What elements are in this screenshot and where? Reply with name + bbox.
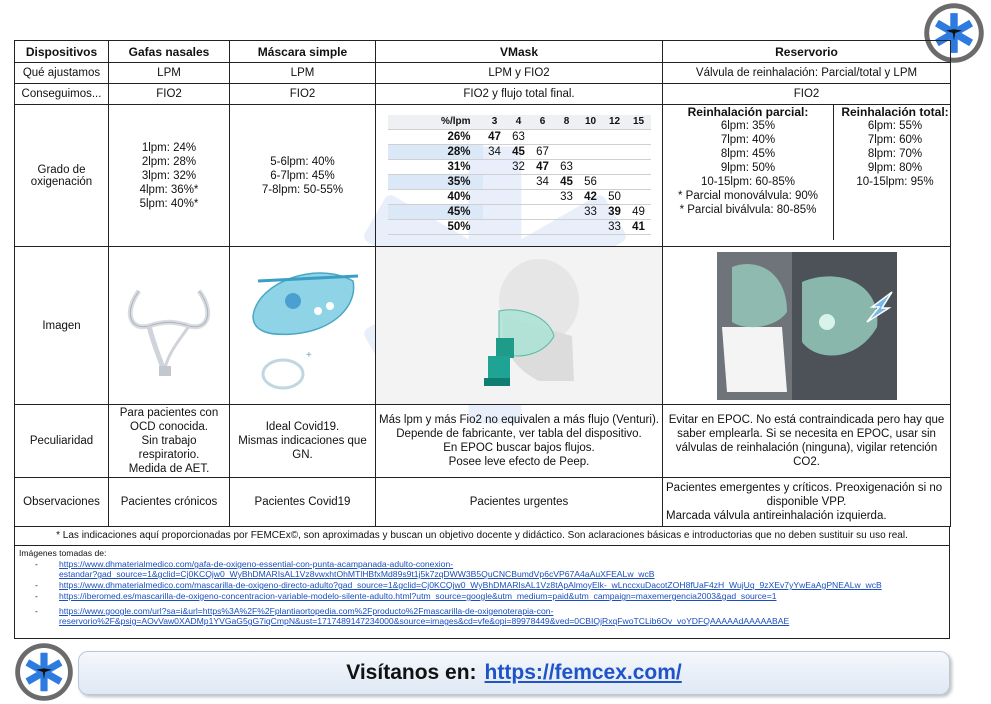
sources-heading: Imágenes tomadas de:	[19, 548, 107, 558]
source-link[interactable]	[59, 580, 882, 590]
vmask-flow-cell	[483, 189, 507, 204]
source-item	[15, 591, 949, 601]
cell-reservorio	[663, 105, 951, 247]
cell-mascara: Pacientes Covid19	[230, 478, 376, 527]
vmask-lpm-header: 12	[603, 115, 627, 130]
disclaimer-footnote: * Las indicaciones aquí proporcionadas por FEMCEx©, son aproximadas y buscan un objetivo docente y didáctico. Son aclaraciones básicas e introductorias que no deben sustituir su uso real.	[14, 526, 950, 546]
vmask-table-row	[388, 219, 651, 234]
source-link[interactable]	[59, 559, 655, 579]
vmask-flow-cell: 50	[603, 189, 627, 204]
vmask-flow-cell	[603, 129, 627, 144]
vmask-lpm-header: 6	[531, 115, 555, 130]
list-item: Pacientes emergentes y críticos. Preoxigenación si no	[666, 482, 943, 494]
vmask-table-row	[388, 144, 651, 159]
source-item	[15, 580, 949, 590]
vmask-flow-cell: 33	[579, 204, 603, 219]
reinhalacion-total	[833, 105, 950, 240]
vmask-flow-cell	[483, 159, 507, 174]
list-item: Marcada válvula antireinhalación izquierda.	[666, 510, 887, 522]
vmask-flow-cell	[555, 219, 579, 234]
row-label: Observaciones	[15, 478, 109, 527]
source-item	[15, 606, 949, 626]
cell-mascara-image	[230, 247, 376, 405]
vmask-flow-cell	[627, 159, 651, 174]
vmask-flow-cell	[627, 189, 651, 204]
row-grado-oxigenacion	[15, 105, 951, 247]
vmask-flow-cell: 49	[627, 204, 651, 219]
vmask-flow-cell: 41	[627, 219, 651, 234]
vmask-flow-cell	[555, 144, 579, 159]
cell-vmask	[376, 105, 663, 247]
list-item: 6-7lpm: 45%	[270, 169, 335, 182]
cell-gafas-image	[109, 247, 230, 405]
list-item: válvulas de reinhalación (ninguna), vigilar retención CO2.	[675, 442, 938, 468]
list-item: Para pacientes con	[119, 407, 219, 419]
vmask-flow-cell	[627, 174, 651, 189]
vmask-flow-cell	[531, 189, 555, 204]
cell-vmask-image	[376, 247, 663, 405]
image-sources	[14, 546, 950, 639]
vmask-lpm-header: 15	[627, 115, 651, 130]
list-item: Ideal Covid19.	[265, 421, 340, 433]
vmask-lpm-header: 10	[579, 115, 603, 130]
vmask-flow-cell	[531, 204, 555, 219]
source-link[interactable]	[59, 606, 789, 626]
vmask-fio2-cell: 28%	[388, 144, 483, 159]
list-item: 10-15lpm: 95%	[856, 176, 934, 188]
vmask-flow-cell: 33	[555, 189, 579, 204]
list-item: Evitar en EPOC. No está contraindicada pero hay que	[668, 414, 945, 426]
vmask-flow-cell	[579, 219, 603, 234]
vmask-flow-cell	[627, 144, 651, 159]
cell-gafas	[109, 105, 230, 247]
link-line[interactable]: reservorio%2F&psig=AOvVaw0XADMp1YVGaG5gG7iqCmpN&ust=1717489147234000&source=images&cd=vfe&opi=89978449&ved=0CBIQjRxqFwoTCLib6Ov_voYDFQAAAAAdAAAAABAE	[59, 616, 790, 626]
visit-banner	[78, 651, 950, 695]
vmask-flow-cell: 34	[483, 144, 507, 159]
vmask-flow-cell	[507, 174, 531, 189]
list-item: 8lpm: 45%	[720, 148, 776, 160]
nasal-cannula-image	[119, 271, 219, 381]
row-conseguimos	[15, 84, 951, 105]
vmask-mannequin-image	[444, 256, 594, 396]
header-row	[15, 41, 951, 63]
reinhalacion-parcial	[669, 105, 827, 217]
list-item: 10-15lpm: 60-85%	[701, 176, 795, 188]
header-reservorio: Reservorio	[663, 41, 951, 63]
list-item: Posee leve efecto de Peep.	[448, 456, 590, 468]
vmask-flow-cell: 67	[531, 144, 555, 159]
list-item: saber emplearla. Si se necesita en EPOC, usar sin	[677, 428, 936, 440]
row-label: Conseguimos...	[15, 84, 109, 105]
vmask-flow-cell: 47	[531, 159, 555, 174]
list-item: 6lpm: 35%	[720, 120, 776, 132]
vmask-fio2-cell: 50%	[388, 219, 483, 234]
vmask-table-row	[388, 129, 651, 144]
cell-vmask	[376, 405, 663, 478]
svg-text:+: +	[305, 349, 312, 361]
list-item: 5lpm: 40%*	[139, 197, 199, 210]
cell-reservorio: Válvula de reinhalación: Parcial/total y LPM	[663, 63, 951, 84]
list-item: Más lpm y más Fio2 no equivalen a más flujo (Venturi).	[379, 414, 659, 426]
cell-gafas: Pacientes crónicos	[109, 478, 230, 527]
vmask-flow-cell	[579, 144, 603, 159]
vmask-flow-cell: 56	[579, 174, 603, 189]
vmask-table-row	[388, 159, 651, 174]
reservoir-mask-image	[717, 252, 897, 400]
vmask-flow-cell	[555, 129, 579, 144]
link-line[interactable]: https://www.google.com/url?sa=i&url=https%3A%2F%2Fplantiaortopedia.com%2Fproducto%2Fmascarilla-de-oxigenoterapia-con-	[59, 606, 554, 616]
link-line[interactable]: estandar?gad_source=1&gclid=Cj0KCQjw0_WyBhDMARIsAL1Vz8vwxhtOhMTlHBfxMd89s9t1j5k7zqDWW3B5QuCNCBumdVp6cVP67A4aAuXFEALw_wcB	[59, 569, 655, 579]
vmask-flow-cell: 39	[603, 204, 627, 219]
vmask-flow-cell	[531, 129, 555, 144]
vmask-flow-cell	[627, 129, 651, 144]
list-item: 1lpm: 24%	[141, 141, 197, 154]
vmask-flow-cell: 63	[555, 159, 579, 174]
vmask-flow-cell	[483, 219, 507, 234]
list-item: 4lpm: 36%*	[139, 183, 199, 196]
vmask-table-row	[388, 204, 651, 219]
cell-vmask: Pacientes urgentes	[376, 478, 663, 527]
vmask-flow-cell	[603, 174, 627, 189]
vmask-flow-cell: 45	[555, 174, 579, 189]
list-item: Medida de AET.	[128, 463, 210, 475]
website-link[interactable]: https://femcex.com/	[484, 661, 682, 684]
vmask-flow-cell: 45	[507, 144, 531, 159]
reinhalacion-total-title: Reinhalación total:	[841, 105, 949, 119]
source-link[interactable]	[59, 591, 777, 601]
vmask-flow-cell: 34	[531, 174, 555, 189]
list-item: 9lpm: 80%	[867, 162, 923, 174]
list-item: 5-6lpm: 40%	[270, 155, 335, 168]
list-item: 3lpm: 32%	[141, 169, 197, 182]
cell-mascara: FIO2	[230, 84, 376, 105]
row-label: Peculiaridad	[15, 405, 109, 478]
row-imagen	[15, 247, 951, 405]
cell-vmask: LPM y FIO2	[376, 63, 663, 84]
vmask-table-row	[388, 189, 651, 204]
vmask-flow-cell: 32	[507, 159, 531, 174]
vmask-flow-cell	[507, 189, 531, 204]
list-item: 2lpm: 28%	[141, 155, 197, 168]
row-label: Qué ajustamos	[15, 63, 109, 84]
vmask-flow-cell	[555, 204, 579, 219]
cell-gafas: LPM	[109, 63, 230, 84]
list-item: 9lpm: 50%	[720, 162, 776, 174]
bullet-dash: -	[35, 559, 38, 569]
vmask-fio2-cell: 40%	[388, 189, 483, 204]
vmask-flow-table	[388, 115, 651, 235]
vmask-flow-cell	[507, 219, 531, 234]
vmask-lpm-header: 8	[555, 115, 579, 130]
row-observaciones	[15, 478, 951, 527]
header-dispositivos: Dispositivos	[15, 41, 109, 63]
vmask-flow-cell: 33	[603, 219, 627, 234]
bullet-dash: -	[35, 606, 38, 616]
simple-mask-image	[238, 256, 368, 396]
vmask-flow-cell	[579, 159, 603, 174]
cell-gafas	[109, 405, 230, 478]
cell-reservorio	[663, 478, 951, 527]
vmask-fio2-cell: 26%	[388, 129, 483, 144]
list-item: OCD conocida.	[130, 421, 208, 433]
list-item: 7lpm: 40%	[720, 134, 776, 146]
vmask-flow-cell	[603, 159, 627, 174]
list-item: 6lpm: 55%	[867, 120, 923, 132]
vmask-fio2-cell: 45%	[388, 204, 483, 219]
list-item: 7lpm: 60%	[867, 134, 923, 146]
vmask-flow-cell: 47	[483, 129, 507, 144]
header-mascara-simple: Máscara simple	[230, 41, 376, 63]
cell-mascara: LPM	[230, 63, 376, 84]
vmask-fio2-cell: 35%	[388, 174, 483, 189]
vmask-fio2-cell: 31%	[388, 159, 483, 174]
bullet-dash: -	[35, 591, 38, 601]
row-que-ajustamos	[15, 63, 951, 84]
visit-prefix: Visítanos en:	[346, 661, 477, 684]
list-item: * Parcial monoválvula: 90%	[678, 190, 818, 202]
list-item: Depende de fabricante, ver tabla del dispositivo.	[396, 428, 642, 440]
list-item: Mismas indicaciones que GN.	[238, 435, 367, 461]
reinhalacion-parcial-title: Reinhalación parcial:	[687, 105, 809, 119]
vmask-flow-cell	[531, 219, 555, 234]
vmask-flow-cell: 63	[507, 129, 531, 144]
list-item: Sin trabajo respiratorio.	[138, 435, 200, 461]
vmask-flow-cell	[579, 129, 603, 144]
link-line[interactable]: https://www.dhmaterialmedico.com/mascarilla-de-oxigeno-directo-adulto?gad_source=1&gclid=Cj0KCQjw0_WyBhDMARIsAL1Vz8tApAlmoyElk-_wLnccxuDacotZOH8fUaF4zH_WujUq_9zXEv7yYwEaAgPNEALw_wcB	[59, 580, 882, 590]
cell-vmask: FIO2 y flujo total final.	[376, 84, 663, 105]
list-item: disponible VPP.	[766, 496, 847, 508]
header-vmask: VMask	[376, 41, 663, 63]
cell-reservorio: FIO2	[663, 84, 951, 105]
cell-reservorio	[663, 405, 951, 478]
vmask-table-row	[388, 174, 651, 189]
row-peculiaridad	[15, 405, 951, 478]
femcex-logo-icon	[14, 642, 74, 702]
cell-mascara	[230, 105, 376, 247]
bullet-dash: -	[35, 580, 38, 590]
cell-reservorio-image	[663, 247, 951, 405]
vmask-flow-cell	[507, 204, 531, 219]
link-line[interactable]: https://iberomed.es/mascarilla-de-oxigeno-concentracion-variable-modelo-silente-adulto.html?utm_source=google&utm_medium=paid&utm_campaign=maxemergencia2003&gad_source=1	[59, 591, 777, 601]
vmask-table-header	[388, 115, 651, 130]
vmask-lpm-header: 3	[483, 115, 507, 130]
vmask-lpm-header: 4	[507, 115, 531, 130]
list-item: 7-8lpm: 50-55%	[261, 183, 344, 196]
cell-mascara	[230, 405, 376, 478]
source-item	[15, 559, 949, 579]
list-item: En EPOC buscar bajos flujos.	[443, 442, 595, 454]
vmask-flow-cell	[603, 144, 627, 159]
label-line: Grado de	[37, 163, 86, 176]
cell-gafas: FIO2	[109, 84, 230, 105]
vmask-flow-cell	[483, 174, 507, 189]
oxygen-devices-table	[14, 40, 951, 527]
link-line[interactable]: https://www.dhmaterialmedico.com/gafa-de-oxigeno-essential-con-punta-acampanada-adulto-conexion-	[59, 559, 454, 569]
vmask-corner-header: %/lpm	[388, 115, 483, 130]
label-line: oxigenación	[30, 175, 93, 188]
vmask-flow-cell	[483, 204, 507, 219]
list-item: * Parcial biválvula: 80-85%	[679, 204, 817, 216]
list-item: 8lpm: 70%	[867, 148, 923, 160]
row-label	[15, 105, 109, 247]
header-gafas-nasales: Gafas nasales	[109, 41, 230, 63]
vmask-flow-cell: 42	[579, 189, 603, 204]
row-label: Imagen	[15, 247, 109, 405]
